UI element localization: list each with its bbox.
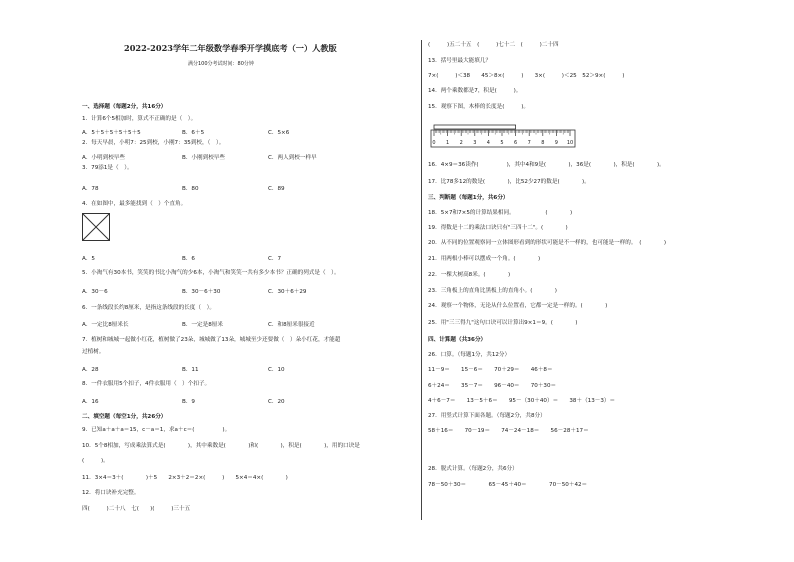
ruler-tick-label: 9 — [554, 140, 558, 146]
ruler-tick-label: 5 — [500, 140, 504, 146]
exam-info: 满分100分考试时间：80分钟 — [188, 61, 254, 67]
square-diagonals-figure — [82, 213, 110, 241]
answer-option: A．5＋5＋5＋5＋5＋5 — [82, 130, 141, 136]
answer-option: A．一定比8厘米长 — [82, 322, 129, 328]
question-text: 14．两个乘数都是7，积是( )。 — [428, 88, 522, 94]
question-text: 四( )二十八 七( )( )三十五 — [82, 506, 191, 512]
answer-option: C．两人到校一样早 — [268, 155, 317, 161]
question-text: 6＋24＝ 35－7＝ 96－40＝ 70＋30＝ — [428, 383, 557, 389]
question-text: 18．5×7和7×5的计算结果相同。 ( ) — [428, 210, 573, 216]
question-text: 13．括号里最大能填几？ — [428, 58, 492, 64]
answer-option: C．30＋6＋29 — [268, 289, 307, 295]
question-text: 12．将口诀补充完整。 — [82, 490, 140, 496]
answer-option: A．30－6 — [82, 289, 108, 295]
question-text: 19．得数是十二的乘法口诀只有"三四十二"。( ) — [428, 225, 568, 231]
ruler-tick-label: 6 — [514, 140, 518, 146]
answer-option: B．80 — [182, 186, 199, 192]
answer-option: B．一定是8厘米 — [182, 322, 223, 328]
ruler-tick-label: 10 — [566, 140, 574, 146]
section-heading: 三、判断题（每题1分，共6分） — [428, 195, 509, 201]
question-text: 25．用"三三得九"这句口诀可以计算出9×1＝9。( ) — [428, 320, 578, 326]
question-text: 23．三角板上的直角比黑板上的直角小。( ) — [428, 288, 557, 294]
answer-option: A．5 — [82, 256, 95, 262]
question-text: 2．每天早晨，小明7：25到校，小刚7：35到校，（ ）。 — [82, 140, 225, 146]
answer-option: B．9 — [182, 399, 195, 405]
question-text: 3．79添1是（ ）。 — [82, 165, 133, 171]
question-text: 17．比78多12的数是( )，比52少27的数是( )。 — [428, 179, 590, 185]
ruler-tick-label: 3 — [473, 140, 477, 146]
answer-option: A．小明到校早些 — [82, 155, 125, 161]
question-text: 16．4×9＝36读作( )，其中4和9是( )，36是( )，积是( )。 — [428, 162, 665, 168]
answer-option: B．11 — [182, 367, 199, 373]
question-text: 78－50＋30＝ 65－45＋40＝ 70－50＋42＝ — [428, 482, 588, 488]
question-text: 15．观察下图，木棒的长度是( )。 — [428, 104, 529, 110]
question-text: 20．从不同的位置观察同一立体图形看到的形状可能是不一样的，也可能是一样的。 ( ) — [428, 240, 667, 246]
question-text: 10．5个8相加，写成乘法算式是( )，其中乘数是( )和( )，积是( )，用的口诀是 — [82, 443, 360, 449]
ruler-tick-label: 2 — [459, 140, 463, 146]
stick-bar — [434, 125, 516, 129]
question-text: 11－9＝ 15－6＝ 70＋29＝ 46＋8＝ — [428, 367, 553, 373]
answer-option: B．6＋5 — [182, 130, 205, 136]
section-heading: 一、选择题（每题2分，共16分） — [82, 104, 167, 110]
question-text: 4＋6－7＝ 13－5＋6＝ 95－（30＋40）＝ 38＋（13－3）＝ — [428, 398, 616, 404]
question-text: ( )五二十五 ( )七十二 ( )二十四 — [428, 42, 559, 48]
question-text: 22．一棵大树高8米。( ) — [428, 272, 511, 278]
question-text: 1．计算6个5相加时，算式不正确的是（ ）。 — [82, 116, 197, 122]
left-column — [82, 0, 412, 562]
answer-option: A．28 — [82, 367, 99, 373]
question-text: 9．已知a＋a＋a＝15，c－a＝1，求a＋c＝( )。 — [82, 427, 231, 433]
answer-option: C．和8厘米很接近 — [268, 322, 315, 328]
section-heading: 二、填空题（每空1分，共26分） — [82, 414, 167, 420]
answer-option: C．89 — [268, 186, 285, 192]
answer-option: C．20 — [268, 399, 285, 405]
question-text: 过植树。 — [82, 349, 105, 355]
question-text: 8．一件衣服用5个扣子，4件衣服用（ ）个扣子。 — [82, 381, 211, 387]
question-text: 5．小淘气有30本书，笑笑的书比小淘气的少6本，小淘气和笑笑一共有多少本书？正确的列式是（ ）。 — [82, 270, 340, 276]
column-divider — [421, 40, 422, 520]
answer-option: A．78 — [82, 186, 99, 192]
ruler-tick-label: 8 — [541, 140, 545, 146]
question-text: 7×( )＜38 45＞8×( ) 3×( )＜25 52＞9×( ) — [428, 73, 625, 79]
question-text: 26．口算。（每题1分，共12分） — [428, 352, 511, 358]
ruler-tick-label: 7 — [527, 140, 531, 146]
answer-option: C．10 — [268, 367, 285, 373]
answer-option: C．7 — [268, 256, 282, 262]
question-text: 28．脱式计算。（每题2分，共6分） — [428, 466, 518, 472]
question-text: 21．用两根小棒可以摆成一个角。( ) — [428, 256, 541, 262]
ruler-tick-label: 4 — [486, 140, 490, 146]
ruler-tick-label: 0 — [432, 140, 436, 146]
question-text: 7．植树和城城一起做小红花，植树做了23朵，城城做了13朵，城城至少还要做（ ）朵小红花，才能超 — [82, 337, 341, 343]
answer-option: A．16 — [82, 399, 99, 405]
question-text: 24．观察一个物体，无论从什么位置看，它都一定是一样的。( ) — [428, 303, 608, 309]
answer-option: B．30－6＋30 — [182, 289, 221, 295]
ruler-figure — [430, 124, 576, 148]
right-column — [428, 0, 728, 562]
answer-option: C．5×6 — [268, 130, 290, 136]
answer-option: B．小刚到校早些 — [182, 155, 225, 161]
question-text: 6．一条线段长约8厘米，是指这条线段的长度（ ）。 — [82, 305, 215, 311]
question-text: 4．在如图中，最多能找到（ ）个直角。 — [82, 201, 187, 207]
question-text: 27．用竖式计算下面各题。（每题2分，共8分） — [428, 413, 546, 419]
question-text: 11．3×4＝3＋( )＋5 2×3＋2＝2×( ) 5×4＝4×( ) — [82, 475, 288, 481]
ruler-tick-label: 1 — [446, 140, 450, 146]
section-heading: 四、计算题（共36分） — [428, 337, 487, 343]
question-text: ( )。 — [82, 458, 109, 464]
question-text: 58＋16＝ 70－19＝ 74－24－18＝ 56－28＋17＝ — [428, 428, 589, 434]
answer-option: B．6 — [182, 256, 195, 262]
page-title: 2022-2023学年二年级数学春季开学摸底考（一）人教版 — [124, 43, 337, 53]
